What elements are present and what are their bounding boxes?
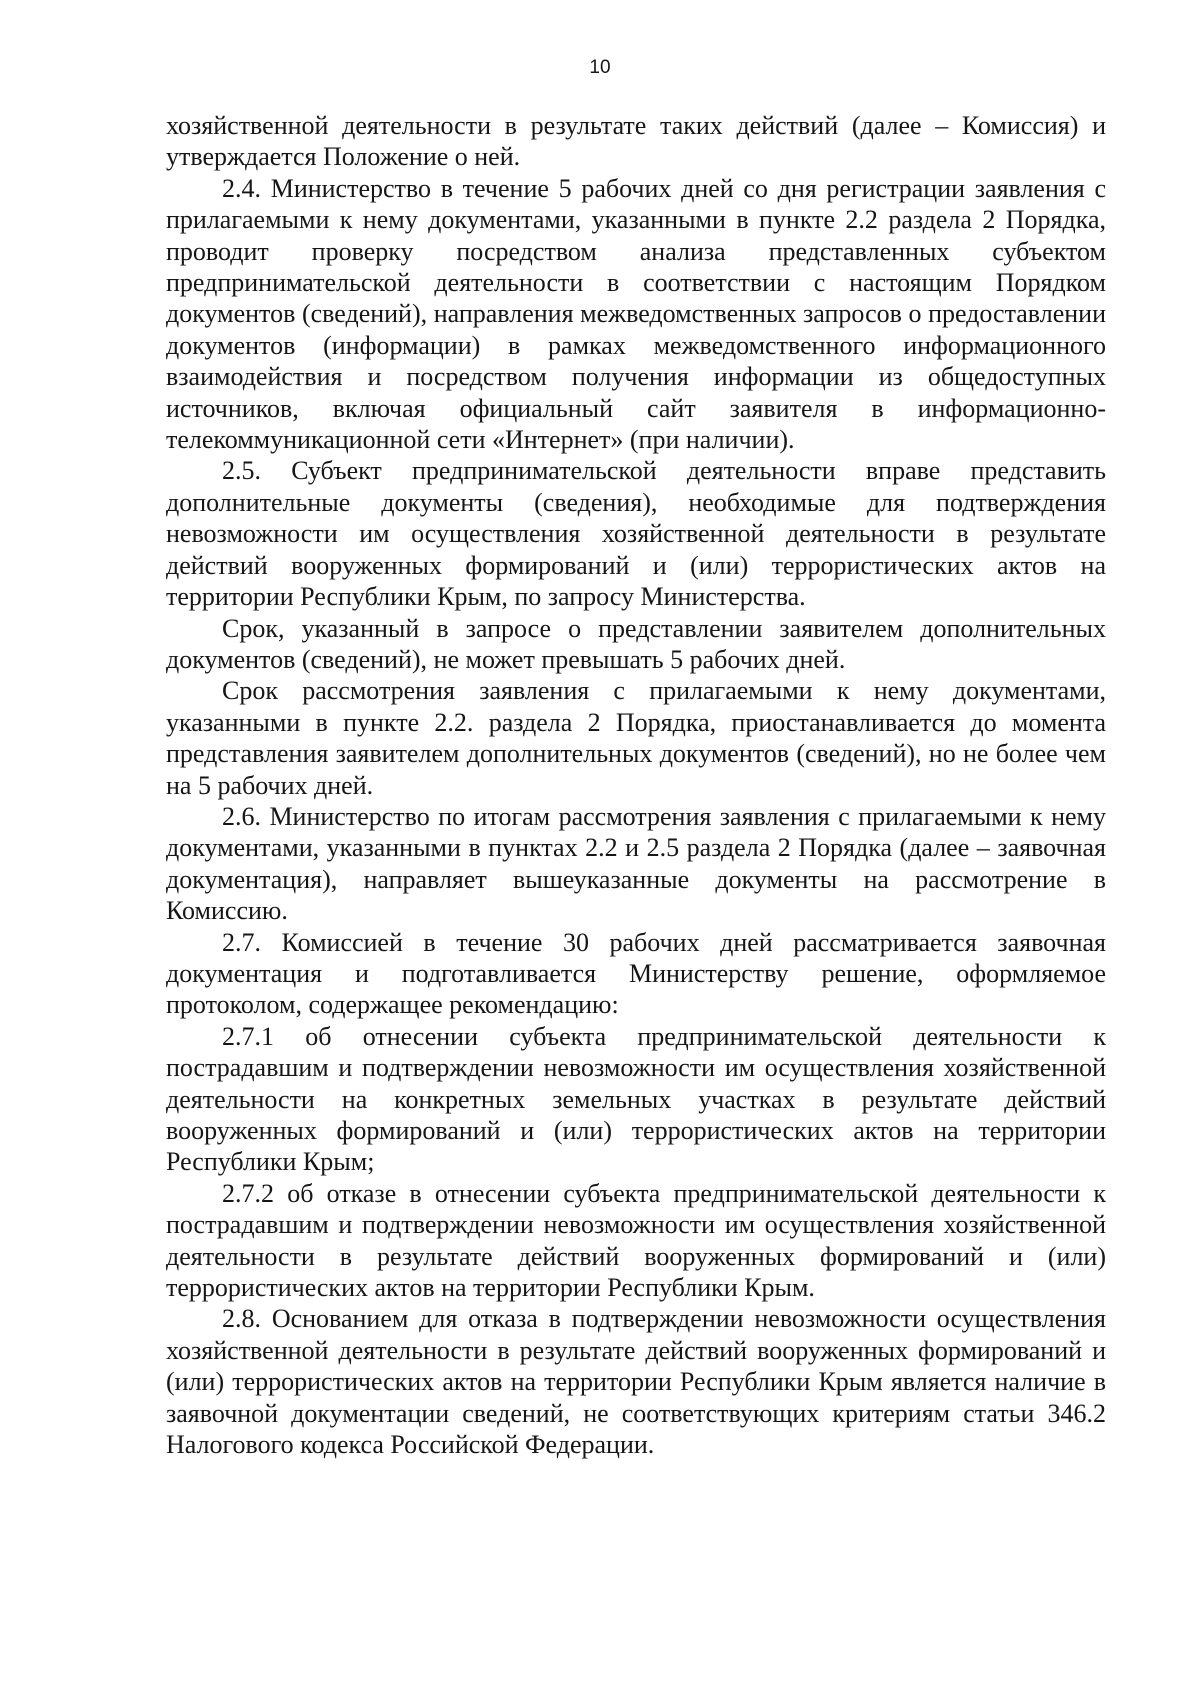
paragraph-review-suspension: Срок рассмотрения заявления с прилагаемыми к нему документами, указанными в пункте 2.2. раздела 2 Порядка, приостанавливается до момента представления заявителем дополнительных документов (сведений), но не более чем на 5 рабочих дней. <box>166 676 1106 800</box>
paragraph-2-6: 2.6. Министерство по итогам рассмотрения заявления с прилагаемыми к нему документами, указанными в пунктах 2.2 и 2.5 раздела 2 Порядка (далее – заявочная документация), направляет вышеуказанные документы на рассмотрение в Комиссию. <box>166 801 1106 926</box>
paragraph-2-7: 2.7. Комиссией в течение 30 рабочих дней рассматривается заявочная документация и подготавливается Министерству решение, оформляемое протоколом, содержащее рекомендацию: <box>166 927 1106 1020</box>
document-body <box>166 110 1106 1460</box>
paragraph-request-deadline: Срок, указанный в запросе о представлении заявителем дополнительных документов (сведений), не может превышать 5 рабочих дней. <box>166 613 1106 674</box>
paragraph-2-5: 2.5. Субъект предпринимательской деятельности вправе представить дополнительные документы (сведения), необходимые для подтверждения невозможности им осуществления хозяйственной деятельности в результате действий вооруженных формирований и (или) террористических актов на территории Республики Крым, по запросу Министерства. <box>166 456 1106 612</box>
paragraph-2-4: 2.4. Министерство в течение 5 рабочих дней со дня регистрации заявления с прилагаемыми к нему документами, указанными в пункте 2.2 раздела 2 Порядка, проводит проверку посредством анализа представленных субъектом предпринимательской деятельности в соответствии с настоящим Порядком документов (сведений), направления межведомственных запросов о предоставлении документов (информации) в рамках межведомственного информационного взаимодействия и посредством получения информации из общедоступных источников, включая официальный сайт заявителя в информационно-телекоммуникационной сети «Интернет» (при наличии). <box>166 173 1106 455</box>
paragraph-2-7-1: 2.7.1 об отнесении субъекта предпринимательской деятельности к пострадавшим и подтверждении невозможности им осуществления хозяйственной деятельности на конкретных земельных участках в результате действий вооруженных формирований и (или) террористических актов на территории Республики Крым; <box>166 1021 1106 1177</box>
paragraph-continuation: хозяйственной деятельности в результате таких действий (далее – Комиссия) и утверждается Положение о ней. <box>166 111 1106 172</box>
paragraph-2-7-2: 2.7.2 об отказе в отнесении субъекта предпринимательской деятельности к пострадавшим и подтверждении невозможности им осуществления хозяйственной деятельности в результате действий вооруженных формирований и (или) террористических актов на территории Республики Крым. <box>166 1178 1106 1303</box>
page-number: 10 <box>589 57 611 78</box>
paragraph-2-8: 2.8. Основанием для отказа в подтверждении невозможности осуществления хозяйственной деятельности в результате действий вооруженных формирований и (или) террористических актов на территории Республики Крым является наличие в заявочной документации сведений, не соответствующих критериям статьи 346.2 Налогового кодекса Российской Федерации. <box>166 1304 1106 1460</box>
